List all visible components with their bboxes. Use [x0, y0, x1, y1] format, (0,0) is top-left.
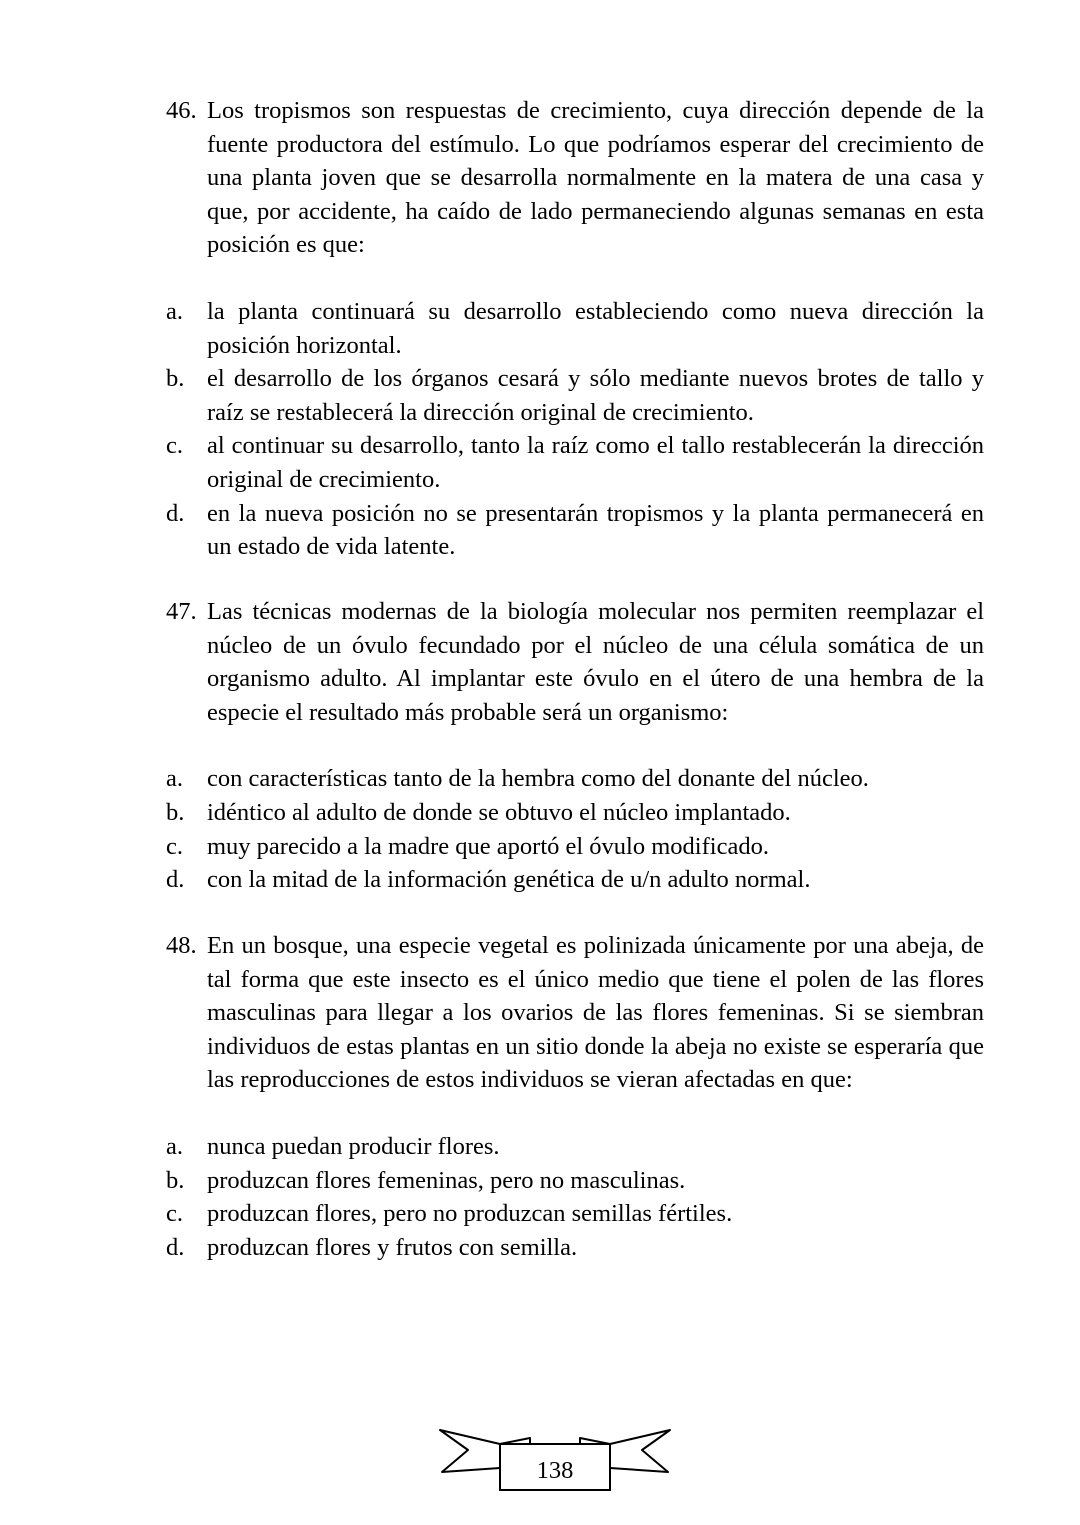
option-c: [166, 429, 984, 496]
question-stem: [166, 929, 984, 1097]
question-stem: [166, 94, 984, 262]
option-d: [166, 497, 984, 564]
question-number: 48.: [166, 932, 197, 959]
option-letter: c.: [166, 1200, 183, 1228]
question-47: [166, 595, 984, 897]
question-stem: [166, 595, 984, 729]
option-text: produzcan flores y frutos con semilla.: [207, 1233, 578, 1261]
answer-options: [166, 295, 984, 564]
option-a: [166, 1130, 984, 1164]
answer-options: [166, 1130, 984, 1264]
option-text: idéntico al adulto de donde se obtuvo el núcleo implantado.: [207, 798, 791, 826]
option-text: con características tanto de la hembra como del donante del núcleo.: [207, 765, 869, 793]
option-d: [166, 1231, 984, 1265]
page-number: 138: [536, 1457, 574, 1484]
question-number: 46.: [166, 97, 197, 124]
option-c: [166, 1197, 984, 1231]
option-letter: b.: [166, 365, 185, 393]
option-b: [166, 796, 984, 830]
option-letter: a.: [166, 765, 183, 793]
option-text: produzcan flores, pero no produzcan semillas fértiles.: [207, 1200, 733, 1228]
option-text: muy parecido a la madre que aportó el óvulo modificado.: [207, 832, 769, 860]
option-text: el desarrollo de los órganos cesará y sólo mediante nuevos brotes de tallo y raíz se restablecerá la dirección original de crecimiento.: [207, 365, 984, 426]
option-text: con la mitad de la información genética de u/n adulto normal.: [207, 866, 811, 894]
question-text: Las técnicas modernas de la biología molecular nos permiten reemplazar el núcleo de un óvulo fecundado por el núcleo de una célula somática de un organismo adulto. Al implantar este óvulo en el útero de una hembra de la especie el resultado más probable será un organismo:: [207, 598, 984, 726]
option-letter: a.: [166, 297, 183, 325]
option-letter: b.: [166, 798, 185, 826]
option-b: [166, 1164, 984, 1198]
question-number: 47.: [166, 598, 197, 625]
option-letter: c.: [166, 832, 183, 860]
option-a: [166, 762, 984, 796]
option-text: nunca puedan producir flores.: [207, 1132, 500, 1160]
option-letter: c.: [166, 432, 183, 460]
option-b: [166, 362, 984, 429]
option-a: [166, 295, 984, 362]
question-text: Los tropismos son respuestas de crecimiento, cuya dirección depende de la fuente productora del estímulo. Lo que podríamos esperar del crecimiento de una planta joven que se desarrolla normalmente en la matera de una casa y que, por accidente, ha caído de lado permaneciendo algunas semanas en esta posición es que:: [207, 97, 984, 259]
question-46: [166, 94, 984, 564]
option-text: produzcan flores femeninas, pero no masculinas.: [207, 1166, 686, 1194]
option-c: [166, 830, 984, 864]
question-text: En un bosque, una especie vegetal es polinizada únicamente por una abeja, de tal forma que este insecto es el único medio que tiene el polen de las flores masculinas para llegar a los ovarios de las flores femeninas. Si se siembran individuos de estas plantas en un sitio donde la abeja no existe se esperaría que las reproducciones de estos individuos se vieran afectadas en que:: [207, 932, 984, 1094]
option-letter: d.: [166, 499, 185, 527]
option-text: en la nueva posición no se presentarán tropismos y la planta permanecerá en un estado de vida latente.: [207, 499, 984, 561]
option-letter: a.: [166, 1132, 183, 1160]
option-text: al continuar su desarrollo, tanto la raíz como el tallo restablecerán la dirección original de crecimiento.: [207, 432, 984, 493]
answer-options: [166, 762, 984, 896]
option-text: la planta continuará su desarrollo estableciendo como nueva dirección la posición horizontal.: [207, 297, 984, 359]
option-letter: b.: [166, 1166, 185, 1194]
option-d: [166, 863, 984, 897]
question-48: [166, 929, 984, 1264]
option-letter: d.: [166, 866, 185, 894]
option-letter: d.: [166, 1233, 185, 1261]
